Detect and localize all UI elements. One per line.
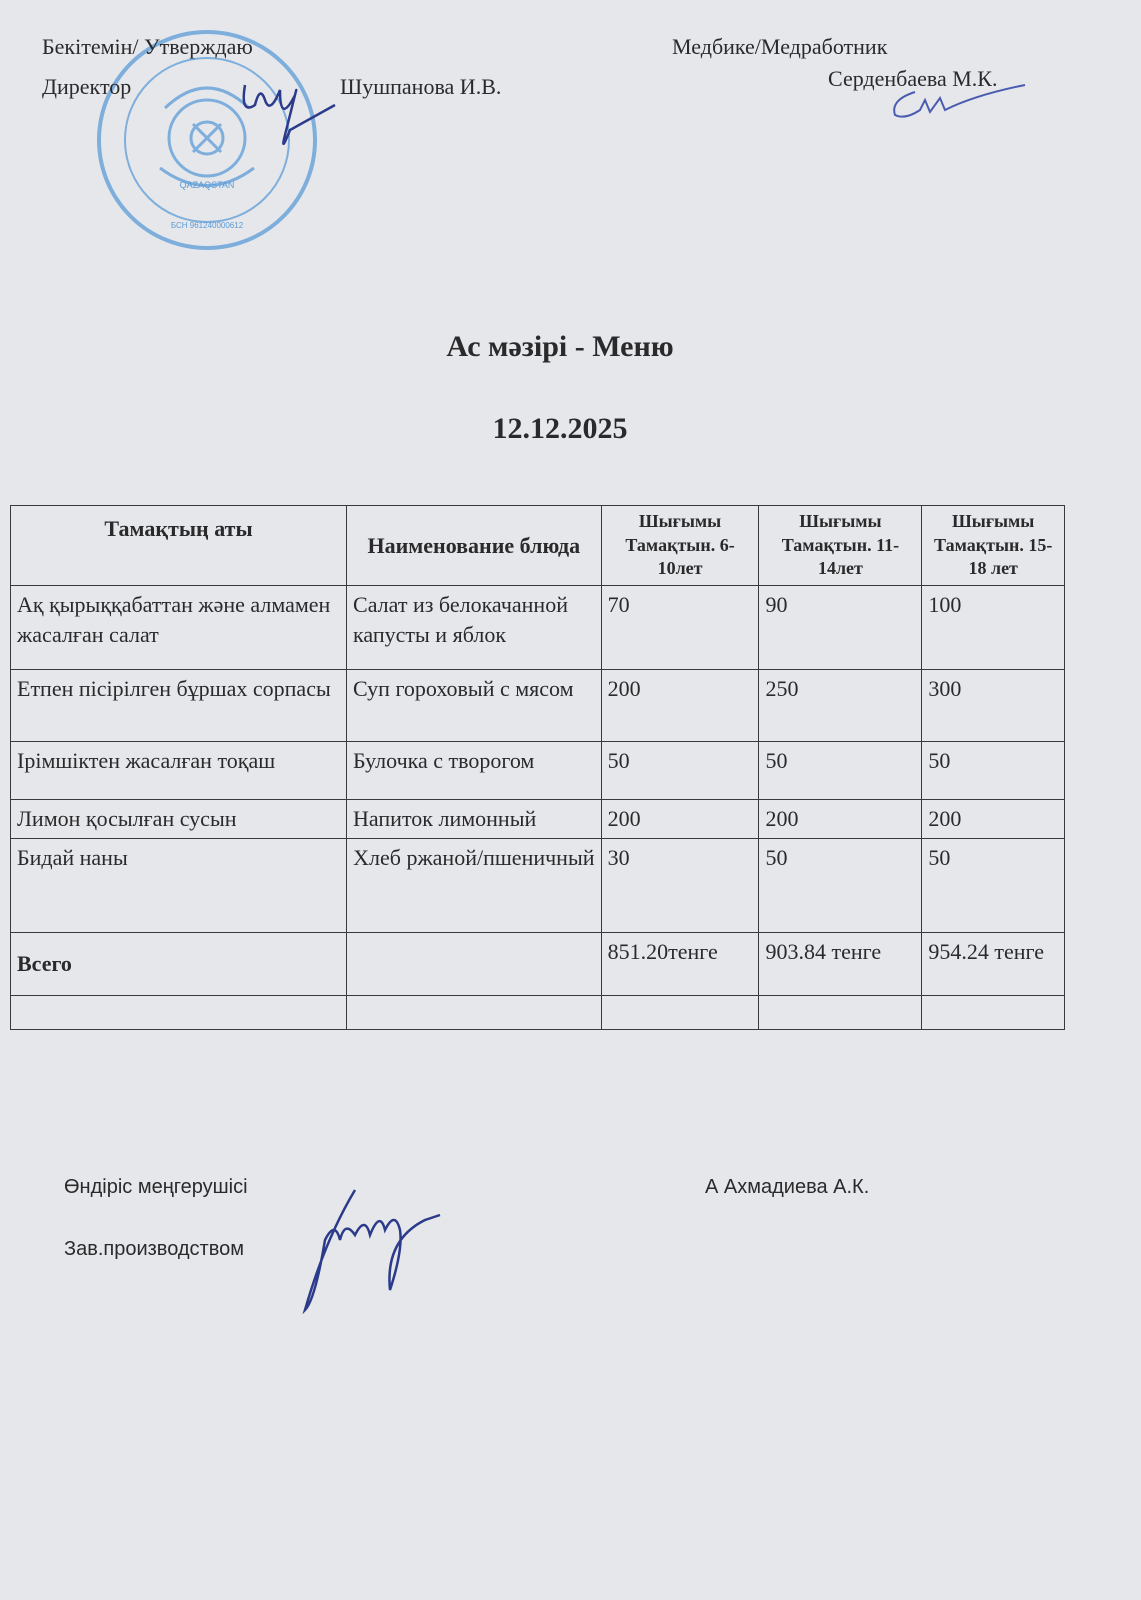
yield-15-18: 200 xyxy=(922,800,1065,839)
col-header-name-kz: Тамақтың аты xyxy=(11,506,347,586)
total-row xyxy=(11,932,1065,995)
table-row xyxy=(11,838,1065,932)
empty-cell xyxy=(922,995,1065,1029)
dish-name-kz: Бидай наны xyxy=(11,838,347,932)
stamp-bin: БСН 961240000612 xyxy=(170,221,244,230)
yield-6-10: 200 xyxy=(601,800,759,839)
dish-name-kz: Ірімшіктен жасалған тоқаш xyxy=(11,742,347,800)
col-header-15-18: Шығымы Тамақтын. 15-18 лет xyxy=(922,506,1065,586)
dish-name-ru: Напиток лимонный xyxy=(347,800,602,839)
manager-name: А Ахмадиева А.К. xyxy=(705,1176,870,1198)
table-row xyxy=(11,586,1065,670)
yield-15-18: 100 xyxy=(922,586,1065,670)
table-row xyxy=(11,670,1065,742)
dish-name-ru: Салат из белокачанной капусты и яблок xyxy=(347,586,602,670)
menu-table xyxy=(10,505,1065,1030)
menu-date: 12.12.2025 xyxy=(492,412,628,445)
empty-row xyxy=(11,995,1065,1029)
total-11-14: 903.84 тенге xyxy=(759,932,922,995)
empty-cell xyxy=(11,995,347,1029)
table-row xyxy=(11,800,1065,839)
dish-name-ru: Суп гороховый с мясом xyxy=(347,670,602,742)
medic-signature xyxy=(885,80,1045,135)
total-empty xyxy=(347,932,602,995)
total-15-18: 954.24 тенге xyxy=(922,932,1065,995)
empty-cell xyxy=(759,995,922,1029)
dish-name-ru: Булочка с творогом xyxy=(347,742,602,800)
yield-6-10: 70 xyxy=(601,586,759,670)
director-label: Директор xyxy=(42,74,132,99)
yield-15-18: 50 xyxy=(922,838,1065,932)
approve-label: Бекітемін/ Утверждаю xyxy=(42,34,253,59)
dish-name-ru: Хлеб ржаной/пшеничный xyxy=(347,838,602,932)
dish-name-kz: Лимон қосылған сусын xyxy=(11,800,347,839)
total-label: Всего xyxy=(11,932,347,995)
medic-name: Серденбаева М.К. xyxy=(828,66,998,91)
director-name: Шушпанова И.В. xyxy=(340,74,502,99)
empty-cell xyxy=(601,995,759,1029)
manager-label-kz: Өндіріс меңгерушісі xyxy=(64,1176,248,1198)
col-header-6-10: Шығымы Тамақтын. 6-10лет xyxy=(601,506,759,586)
total-6-10: 851.20тенге xyxy=(601,932,759,995)
yield-11-14: 250 xyxy=(759,670,922,742)
yield-15-18: 300 xyxy=(922,670,1065,742)
manager-label-ru: Зав.производством xyxy=(64,1238,244,1260)
page-title: Ас мәзірі - Меню xyxy=(446,330,674,363)
yield-11-14: 50 xyxy=(759,838,922,932)
col-header-11-14: Шығымы Тамақтын. 11-14лет xyxy=(759,506,922,586)
empty-cell xyxy=(347,995,602,1029)
director-signature xyxy=(225,45,345,160)
yield-6-10: 30 xyxy=(601,838,759,932)
table-header-row xyxy=(11,506,1065,586)
dish-name-kz: Ақ қырыққабаттан және алмамен жасалған салат xyxy=(11,586,347,670)
manager-signature xyxy=(285,1180,455,1325)
stamp-text: QAZAQSTAN xyxy=(179,180,235,190)
table-row xyxy=(11,742,1065,800)
yield-11-14: 50 xyxy=(759,742,922,800)
col-header-name-ru: Наименование блюда xyxy=(347,506,602,586)
yield-15-18: 50 xyxy=(922,742,1065,800)
yield-6-10: 200 xyxy=(601,670,759,742)
yield-11-14: 200 xyxy=(759,800,922,839)
yield-6-10: 50 xyxy=(601,742,759,800)
yield-11-14: 90 xyxy=(759,586,922,670)
medic-label: Медбике/Медработник xyxy=(672,34,888,59)
dish-name-kz: Етпен пісірілген бұршах сорпасы xyxy=(11,670,347,742)
